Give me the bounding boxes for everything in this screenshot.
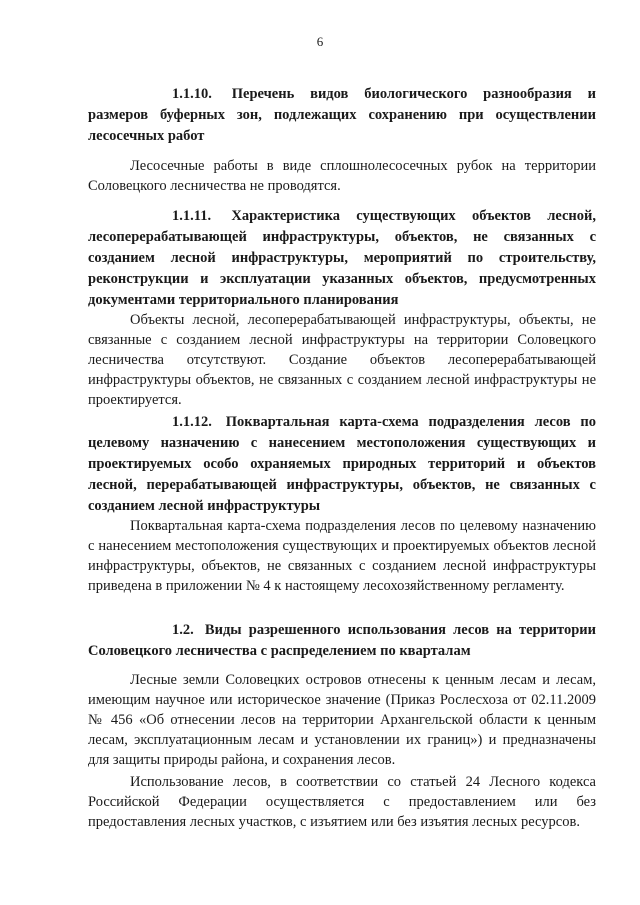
section-1-1-10-paragraph: Лесосечные работы в виде сплошнолесосечных рубок на территории Соловецкого лесничества не проводятся. <box>88 158 596 194</box>
section-1-1-11-heading <box>88 206 596 311</box>
section-number: 1.2. <box>172 622 194 638</box>
section-1-1-12-paragraph: Поквартальная карта-схема подразделения лесов по целевому назначению с нанесением местоположения существующих и проектируемых объектов лесной инфраструктуры, объектов, не связанных с созданием лесной инфраструктуры приведена в приложении № 4 к настоящему лесохозяйственному регламенту. <box>88 518 596 594</box>
section-title: Поквартальная карта-схема подразделения лесов по целевому назначению с нанесением местоположения существующих и проектируемых особо охраняемых природных территорий и объектов лесной, перерабатывающей инфраструктуры, объектов, не связанных с созданием лесной инфраструктуры <box>88 414 597 514</box>
section-1-1-10-heading <box>88 84 596 147</box>
section-title: Виды разрешенного использования лесов на территории Соловецкого лесничества с распределением по кварталам <box>88 622 596 659</box>
section-1-2-paragraph-1: Лесные земли Соловецких островов отнесены к ценным лесам и лесам, имеющим научное или историческое значение (Приказ Рослесхоза от 02.11.2009 № 456 «Об отнесении лесов на территории Архангельской области к ценным лесам, эксплуатационным лесам и установлении их границ») и предназначены для защиты природы района, и сохранения лесов. <box>88 672 596 768</box>
section-title: Перечень видов биологического разнообразия и размеров буферных зон, подлежащих сохранению при осуществлении лесосечных работ <box>88 86 596 144</box>
section-1-2-heading <box>88 620 596 662</box>
section-title: Характеристика существующих объектов лесной, лесоперерабатывающей инфраструктуры, объектов, не связанных с созданием лесной инфраструктуры, мероприятий по строительству, реконструкции и эксплуатации указанных объектов, предусмотренных документами территориального планирования <box>88 208 597 308</box>
section-number: 1.1.11. <box>172 208 212 224</box>
section-1-1-12-heading <box>88 412 596 517</box>
section-1-1-11-paragraph: Объекты лесной, лесоперерабатывающей инфраструктуры, объекты, не связанные с созданием лесной инфраструктуры на территории Соловецкого лесничества отсутствуют. Создание объектов лесоперерабатывающей инфраструктуры объектов, не связанных с созданием лесной инфраструктуры не проектируется. <box>88 312 596 408</box>
section-1-2-paragraph-2: Использование лесов, в соответствии со статьей 24 Лесного кодекса Российской Федерации осуществляется с предоставлением или без предоставления лесных участков, с изъятием или без изъятия лесных ресурсов. <box>88 774 596 830</box>
section-number: 1.1.12. <box>172 414 212 430</box>
section-number: 1.1.10. <box>172 86 212 102</box>
page-number: 6 <box>316 34 324 49</box>
